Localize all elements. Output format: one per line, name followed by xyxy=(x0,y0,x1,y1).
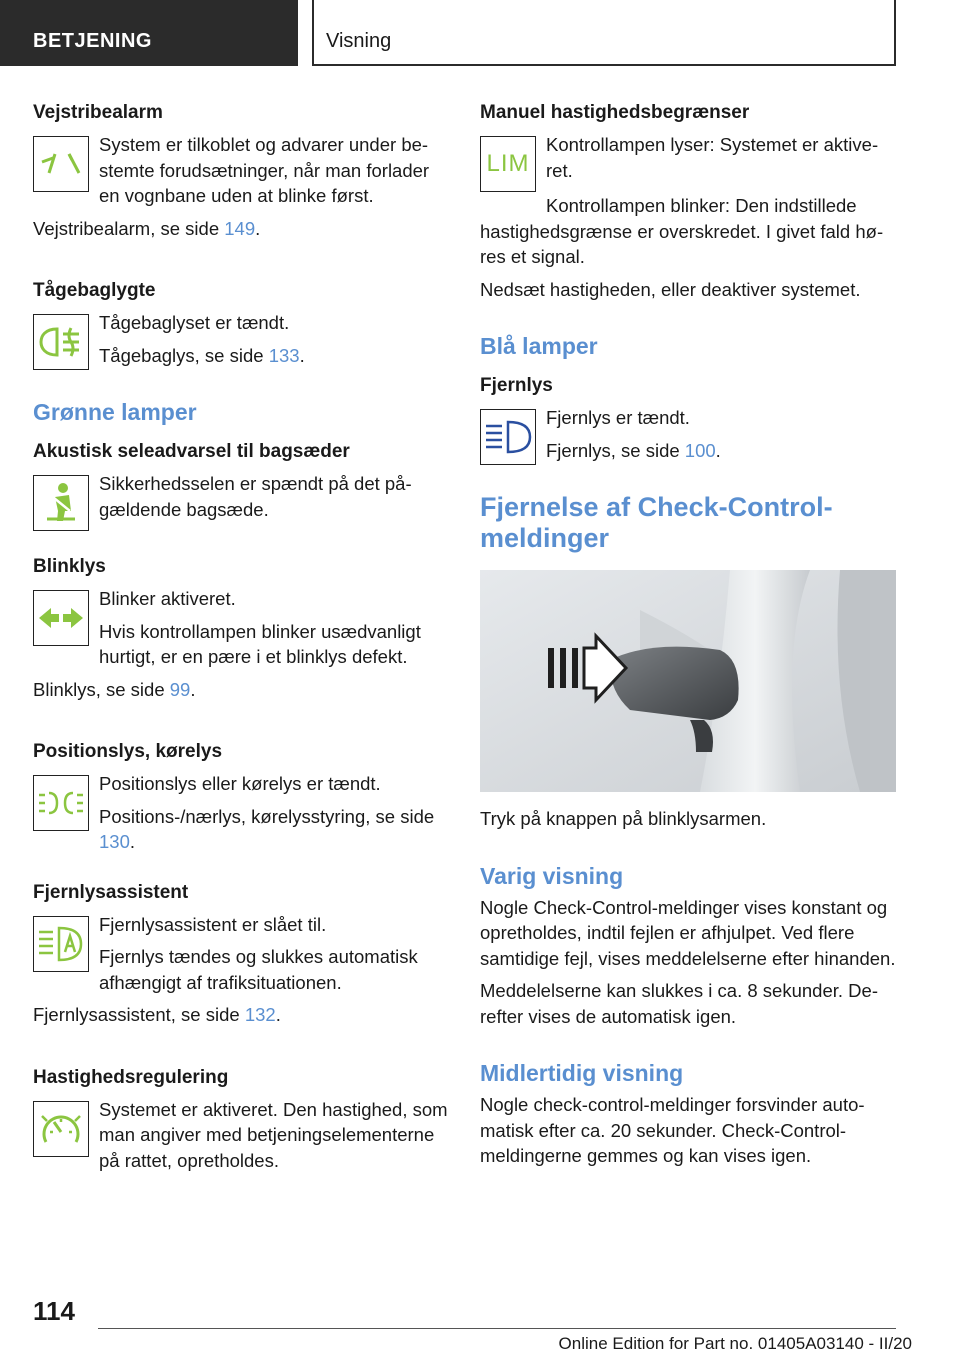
fog-title: Tågebaglygte xyxy=(33,280,156,301)
blink-entry xyxy=(33,586,449,670)
turn-signal-lever-photo xyxy=(480,570,896,792)
section-label: BETJENING xyxy=(0,0,298,66)
high-beam-assistant-icon xyxy=(33,916,89,972)
limiter-desc1: Kontrollampen lyser: Systemet er aktiveret. xyxy=(546,134,879,181)
lane-title: Vejstribealarm xyxy=(33,102,163,123)
highbeam-assist-entry xyxy=(33,912,449,996)
footer-divider xyxy=(98,1328,896,1329)
blink-ref: Blinklys, se side 99. xyxy=(33,678,196,700)
limiter-desc3: Nedsæt hastigheden, eller deaktiver systemet. xyxy=(480,278,861,300)
lane-ref: Vejstribealarm, se side 149. xyxy=(33,217,261,239)
page-title: Visning xyxy=(312,0,896,66)
right-column xyxy=(480,100,896,1176)
position-light-icon xyxy=(33,775,89,831)
lane-page-link[interactable]: 149 xyxy=(224,217,256,239)
high-beam-icon xyxy=(480,409,536,465)
midlertidig-heading: Midlertidig visning xyxy=(480,1060,684,1086)
fog-page-link[interactable]: 133 xyxy=(268,344,300,366)
cruise-title: Hastighedsregulering xyxy=(33,1066,229,1088)
position-desc: Positionslys eller kørelys er tændt. xyxy=(99,773,381,794)
varig-heading: Varig visning xyxy=(480,862,624,889)
belt-title: Akustisk seleadvarsel til bagsæder xyxy=(33,441,350,462)
highbeam-assist-desc2: Fjernlys tændes og slukkes automatisk afhængigt af trafiksituationen. xyxy=(99,946,418,993)
position-page-link[interactable]: 130 xyxy=(99,831,130,852)
blink-title: Blinklys xyxy=(33,556,106,577)
left-column xyxy=(33,100,449,1180)
lane-departure-icon xyxy=(33,136,89,192)
highbeam-assist-desc1: Fjernlysassistent er slået til. xyxy=(99,913,327,935)
turn-signal-icon xyxy=(33,590,89,646)
green-lamps-heading: Grønne lamper xyxy=(33,399,197,425)
fog-ref: Tågebaglys, se side 133. xyxy=(99,344,305,366)
blink-desc2: Hvis kontrollampen blinker usædvanligt hurtigt, er en pære i et blinklys defekt. xyxy=(99,620,421,667)
blink-desc1: Blinker aktiveret. xyxy=(99,588,236,609)
position-ref: Positions-/nærlys, kørelysstyring, se side 130. xyxy=(99,805,435,852)
page-header xyxy=(0,0,960,66)
edition-label: Online Edition for Part no. 01405A03140 - II/20 xyxy=(558,1334,912,1353)
varig-p1: Nogle Check-Control-meldinger vises konstant og opretholdes, indtil fejlen er afhjulpet. Ved flere samtidige fejl, vises meddelelserne efter hinanden. xyxy=(480,896,896,969)
highbeam-assist-title: Fjernlysassistent xyxy=(33,881,189,903)
removal-heading: Fjernelse af Check-Control-meldinger xyxy=(480,492,833,553)
limiter-desc2: Kontrollampen blinker: Den indstillede hastighedsgrænse er overskredet. I givet fald høres et signal. xyxy=(480,195,884,267)
speed-limiter-icon xyxy=(480,136,536,192)
cruise-entry xyxy=(33,1097,449,1174)
highbeam-assist-page-link[interactable]: 132 xyxy=(244,1004,276,1025)
highbeam-assist-ref: Fjernlysassistent, se side 132. xyxy=(33,1004,281,1025)
blue-lamps-heading: Blå lamper xyxy=(480,333,598,359)
varig-p2: Meddelelserne kan slukkes i ca. 8 sekunder. Derefter vises de automatisk igen. xyxy=(480,980,878,1027)
midlertidig-p1: Nogle check-control-meldinger forsvinder automatisk efter ca. 20 sekunder. Check-Control-meldingerne gemmes og kan vises igen. xyxy=(480,1094,865,1166)
highbeam-entry xyxy=(480,405,896,463)
highbeam-title: Fjernlys xyxy=(480,375,553,396)
belt-desc: Sikkerhedsselen er spændt på det pågældende bagsæde. xyxy=(99,473,412,520)
highbeam-desc: Fjernlys er tændt. xyxy=(546,407,690,428)
photo-caption: Tryk på knappen på blinklysarmen. xyxy=(480,808,767,829)
cruise-desc: Systemet er aktiveret. Den hastighed, som man angiver med betjeningselementerne på rattet, opretholdes. xyxy=(99,1098,448,1171)
limiter-icon-label: LIM xyxy=(486,150,530,177)
position-entry xyxy=(33,771,449,855)
position-title: Positionslys, kørelys xyxy=(33,741,223,762)
highbeam-ref: Fjernlys, se side 100. xyxy=(546,439,721,461)
limiter-entry xyxy=(480,132,896,190)
blink-page-link[interactable]: 99 xyxy=(169,678,191,700)
cruise-control-icon xyxy=(33,1101,89,1157)
fog-desc: Tågebaglyset er tændt. xyxy=(99,312,290,333)
page-number: 114 xyxy=(33,1296,75,1326)
lane-entry xyxy=(33,132,449,209)
highbeam-page-link[interactable]: 100 xyxy=(684,439,716,461)
rear-fog-light-icon xyxy=(33,314,89,370)
seatbelt-icon xyxy=(33,475,89,531)
lane-desc: System er tilkoblet og advarer under bestemte forudsætninger, når man forlader en vognbane uden at blinke først. xyxy=(99,134,430,206)
belt-entry xyxy=(33,471,449,529)
fog-entry xyxy=(33,310,449,368)
limiter-title: Manuel hastighedsbegrænser xyxy=(480,102,750,123)
